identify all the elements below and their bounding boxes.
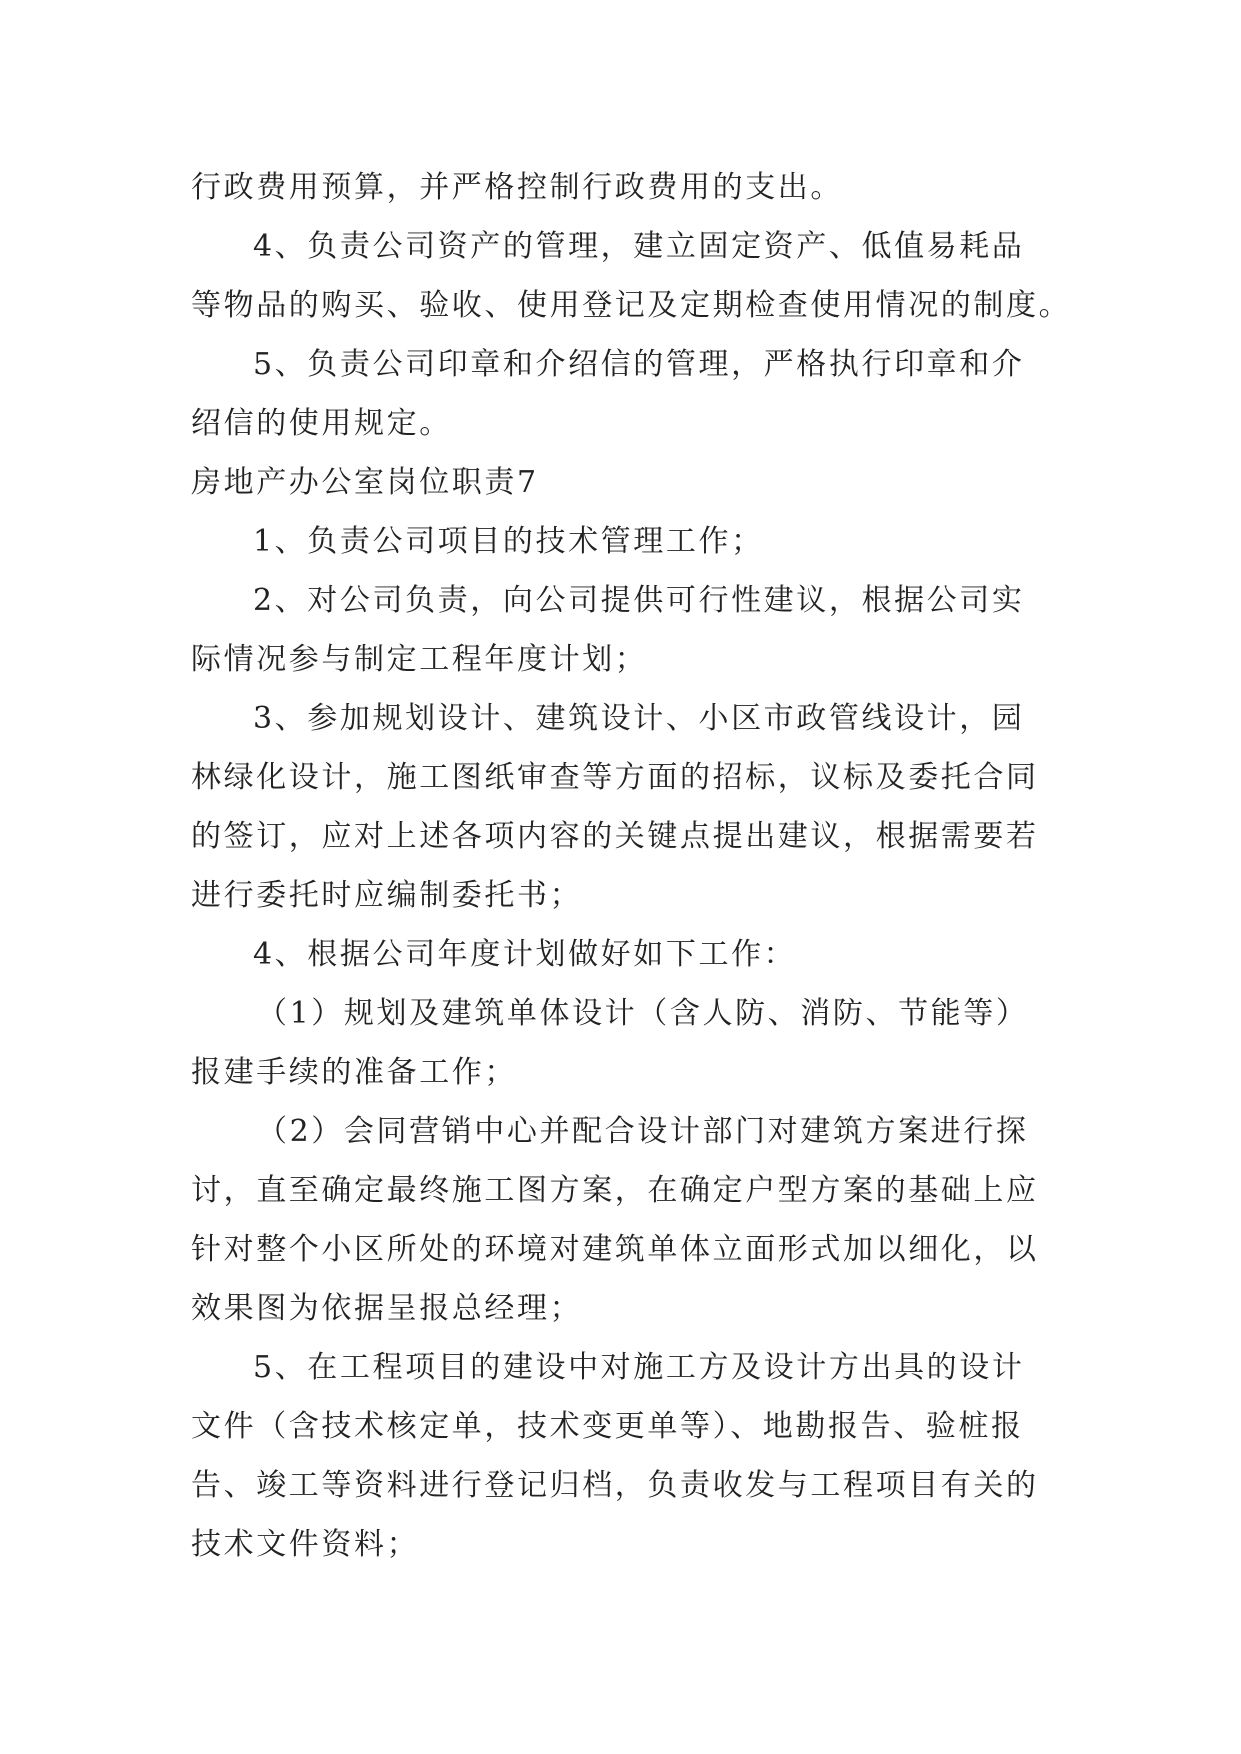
body-line: 效果图为依据呈报总经理；	[191, 1291, 583, 1326]
body-line: 技术文件资料；	[191, 1527, 420, 1562]
body-line: 讨，直至确定最终施工图方案，在确定户型方案的基础上应	[191, 1173, 1039, 1208]
body-line: 进行委托时应编制委托书；	[191, 878, 583, 913]
body-line: 针对整个小区所处的环境对建筑单体立面形式加以细化，以	[191, 1232, 1039, 1267]
body-line: 际情况参与制定工程年度计划；	[191, 642, 648, 677]
body-line: 4、根据公司年度计划做好如下工作：	[253, 937, 797, 972]
section-heading: 房地产办公室岗位职责7	[191, 465, 539, 500]
body-line: （1）规划及建筑单体设计（含人防、消防、节能等）	[257, 996, 1029, 1031]
body-line: 2、对公司负责，向公司提供可行性建议，根据公司实	[253, 583, 1025, 618]
body-line: 1、负责公司项目的技术管理工作；	[253, 524, 764, 559]
body-line: 5、负责公司印章和介绍信的管理，严格执行印章和介	[253, 347, 1025, 382]
body-line: 的签订，应对上述各项内容的关键点提出建议，根据需要若	[191, 819, 1039, 854]
document-body	[191, 158, 1072, 1574]
body-line: 告、竣工等资料进行登记归档，负责收发与工程项目有关的	[191, 1468, 1039, 1503]
body-line: 文件（含技术核定单，技术变更单等）、地勘报告、验桩报	[191, 1409, 1024, 1444]
body-line: 报建手续的准备工作；	[191, 1055, 517, 1090]
body-line: 3、参加规划设计、建筑设计、小区市政管线设计，园	[253, 701, 1025, 736]
body-line: 4、负责公司资产的管理，建立固定资产、低值易耗品	[253, 229, 1025, 264]
body-line: 等物品的购买、验收、使用登记及定期检查使用情况的制度。	[191, 288, 1072, 323]
body-line: （2）会同营销中心并配合设计部门对建筑方案进行探	[257, 1114, 1029, 1149]
body-line: 林绿化设计，施工图纸审查等方面的招标，议标及委托合同	[191, 760, 1039, 795]
body-line: 行政费用预算，并严格控制行政费用的支出。	[191, 170, 843, 205]
body-line: 绍信的使用规定。	[191, 406, 452, 441]
body-line: 5、在工程项目的建设中对施工方及设计方出具的设计	[253, 1350, 1025, 1385]
